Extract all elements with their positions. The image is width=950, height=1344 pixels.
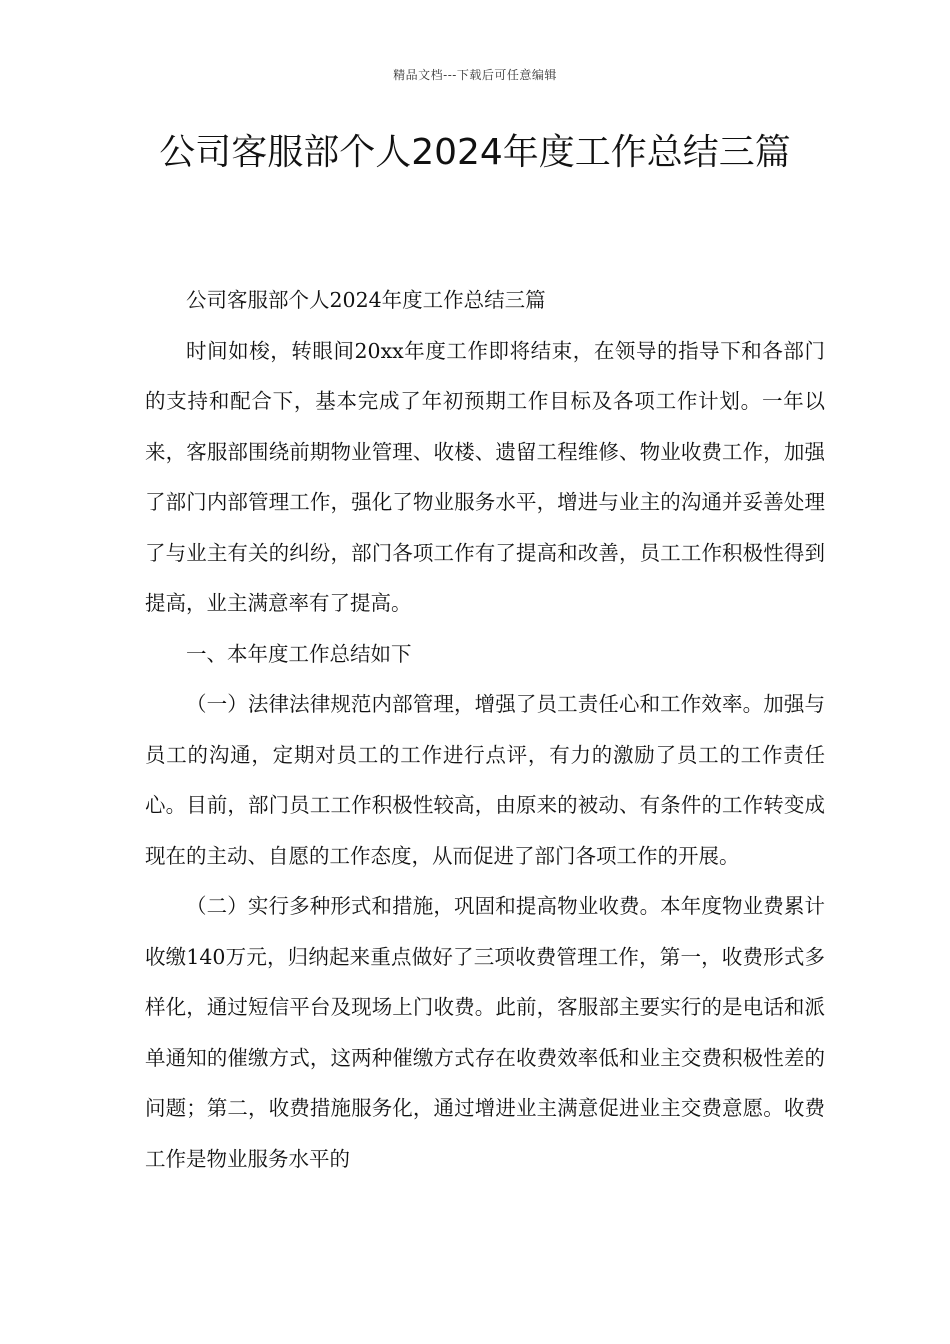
paragraph-intro: 时间如梭，转眼间20xx年度工作即将结束，在领导的指导下和各部门的支持和配合下，基本完成了年初预期工作目标及各项工作计划。一年以来，客服部围绕前期物业管理、收楼、遗留工程维修、物业收费工作，加强了部门内部管理工作，强化了物业服务水平，增进与业主的沟通并妥善处理了与业主有关的纠纷，部门各项工作有了提高和改善，员工工作积极性得到提高，业主满意率有了提高。 [145, 338, 825, 615]
document-title: 公司客服部个人2024年度工作总结三篇 [159, 132, 791, 173]
document-body [145, 275, 825, 1184]
header-note: 精品文档---下载后可任意编辑 [393, 68, 557, 82]
paragraph-item-2: （二）实行多种形式和措施，巩固和提高物业收费。本年度物业费累计收缴140万元，归纳起来重点做好了三项收费管理工作，第一，收费形式多样化，通过短信平台及现场上门收费。此前，客服部主要实行的是电话和派单通知的催缴方式，这两种催缴方式存在收费效率低和业主交费积极性差的问题；第二，收费措施服务化，通过增进业主满意促进业主交费意愿。收费工作是物业服务水平的 [145, 894, 825, 1171]
section-heading: 一、本年度工作总结如下 [186, 641, 412, 666]
paragraph-item-1: （一）法律法律规范内部管理，增强了员工责任心和工作效率。加强与员工的沟通，定期对员工的工作进行点评，有力的激励了员工的工作责任心。目前，部门员工工作积极性较高，由原来的被动、有条件的工作转变成现在的主动、自愿的工作态度，从而促进了部门各项工作的开展。 [145, 692, 825, 868]
paragraph-subtitle: 公司客服部个人2024年度工作总结三篇 [186, 288, 546, 312]
